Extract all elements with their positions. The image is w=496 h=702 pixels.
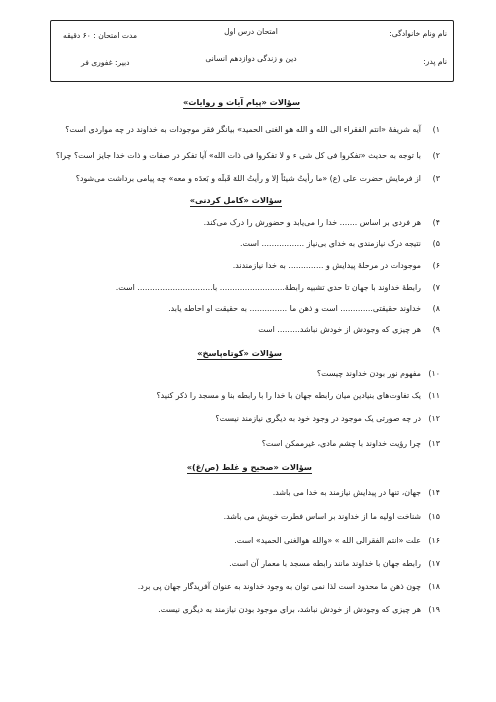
question-text: خداوند حقیقتی............. است و ذهن ما ............... به حقیقت او احاطه یابد. [168,304,421,313]
question-number: ۶) [432,261,440,270]
question-text: چرا رؤیت خداوند با چشم مادی، غیرممکن است؟ [261,439,421,448]
question-item [262,439,440,448]
question-number: ۱۰) [428,369,440,378]
question-item [168,304,440,313]
question-item [229,559,440,568]
question-number: ۱۳) [428,439,440,448]
exam-duration: مدت امتحان : ۶۰ دقیقه [63,31,138,40]
question-item [116,283,440,292]
question-text: رابطه جهان با خداوند مانند رابطه مسجد با معمار آن است. [229,559,421,568]
section-title-fill-in: سؤالات «کامل کردنی» [189,195,282,205]
question-number: ۴) [432,218,440,227]
question-text: چون ذهن ما محدود است لذا نمی توان به وجود خداوند به عنوان آفریدگار جهان پی برد. [137,582,421,591]
exam-header-box [50,20,454,82]
question-text: مفهوم نور بودن خداوند چیست؟ [316,369,421,378]
question-number: ۱۱) [428,391,440,400]
question-item [158,605,440,614]
question-number: ۲) [432,151,440,160]
question-item [317,369,440,378]
question-text: یک تفاوت‌های بنیادین میان رابطه جهان با خدا را با رابطه بنا و مسجد را ذکر کنید؟ [156,391,421,400]
question-item [215,414,440,423]
question-item [156,391,440,400]
question-item [240,239,440,248]
question-item [204,218,440,227]
question-number: ۱۴) [428,488,440,497]
question-text: شناخت اولیه ما از خداوند بر اساس فطرت خویش می باشد. [223,512,421,521]
question-text: علت «انتم الفقرالی الله » «والله هوالغنی الحمید» است. [234,536,421,545]
teacher-name: دبیر: غفوری فر [81,58,130,67]
section-title-true-false: سؤالات «صحیح و غلط (ص/غ)» [186,462,312,472]
question-number: ۷) [432,283,440,292]
student-name-label: نام ونام خانوادگی: [389,29,447,38]
question-text: رابطهٔ خداوند با جهان تا حدی تشبیه رابطهٔ.......................... با.............................. است. [115,283,421,292]
question-text: از فرمایش حضرت علی (ع) «ما رأیتُ شیئاً إلا و رأیتُ اللهَ قَبلَه و بَعدَه و معه» چه پیامی برداشت می‌شود؟ [75,174,421,183]
question-item [224,512,440,521]
question-number: ۱۸) [428,582,440,591]
question-number: ۱۵) [428,512,440,521]
question-item [233,261,440,270]
question-text: جهان، تنها در پیدایش نیازمند به خدا می باشد. [272,488,421,497]
question-item [138,582,440,591]
section-title-verses: سؤالات «پیام آیات و روایات» [182,97,300,107]
question-item [65,125,440,134]
father-name-label: نام پدر: [423,57,447,66]
question-item [56,151,440,160]
question-text: با توجه به حدیث «تفکروا فی کل شی ء و لا تفکروا فی ذات الله» آیا تفکر در صفات و ذات خدا جایز است؟ چرا؟ [55,151,421,160]
question-text: هر فردی بر اساس ....... خدا را می‌یابد و حضورش را درک می‌کند. [203,218,421,227]
question-number: ۱۷) [428,559,440,568]
question-item [234,536,440,545]
question-text: هر چیزی که وجودش از خودش نباشد، برای موجود بودن نیازمند به دیگری نیست. [158,605,421,614]
question-text: آیه شریفهٔ «انتم الفقراء الی الله و الله هو الغنی الحمید» بیانگر فقر موجودات به خداوند در چه مواردی است؟ [65,125,421,134]
course-name: دین و زندگی دوازدهم انسانی [205,54,297,63]
question-text: در چه صورتی یک موجود در وجود خود به دیگری نیازمند نیست؟ [215,414,421,423]
question-item [76,174,440,183]
question-text: هر چیزی که وجودش از خودش نباشد......... است [258,325,421,334]
question-item [273,488,440,497]
question-number: ۳) [432,174,440,183]
question-number: ۱۲) [428,414,440,423]
question-number: ۵) [432,239,440,248]
question-number: ۹) [432,325,440,334]
section-title-short-answer: سؤالات «کوتاه‌پاسخ» [197,348,282,358]
question-item [258,325,440,334]
question-number: ۸) [432,304,440,313]
exam-title: امتحان درس اول [224,27,278,36]
question-number: ۱) [432,125,440,134]
question-number: ۱۹) [428,605,440,614]
question-text: موجودات در مرحلهٔ پیدایش و .............. به خدا نیازمندند. [232,261,421,270]
question-number: ۱۶) [428,536,440,545]
question-text: نتیجه درک نیازمندی به خدای بی‌نیاز ................. است. [239,239,421,248]
